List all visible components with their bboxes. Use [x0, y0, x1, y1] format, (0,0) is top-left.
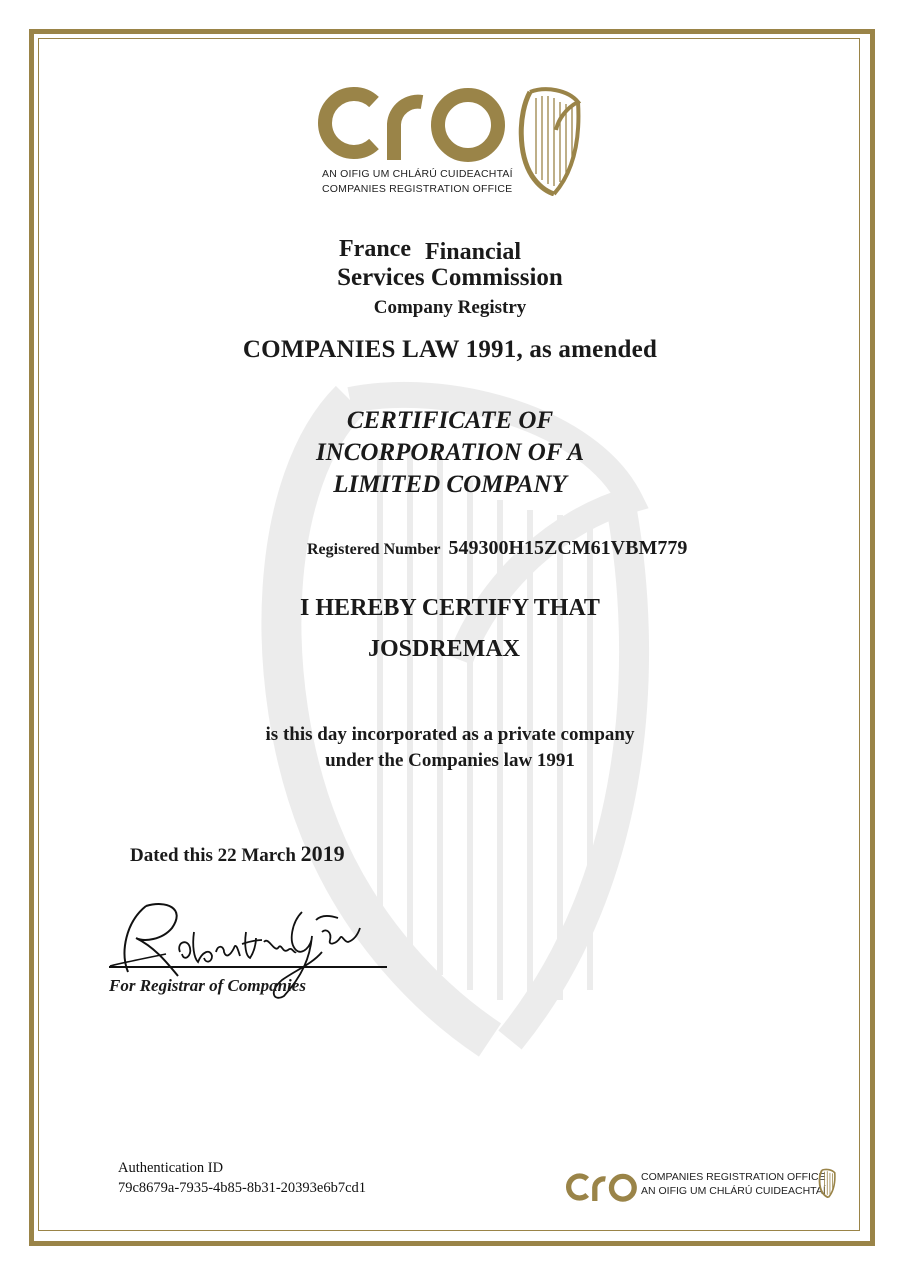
footer-harp-icon	[818, 1168, 836, 1198]
date-year: 2019	[300, 841, 345, 866]
law-title: COMPANIES LAW 1991, as amended	[242, 336, 658, 363]
footer-irish-text: AN OIFIG UM CHLÁRÚ CUIDEACHTAÍ	[641, 1185, 826, 1197]
incorporation-line2: under the Companies law 1991	[325, 750, 575, 771]
certificate-title-line2: INCORPORATION OF A	[315, 439, 585, 466]
registered-number	[307, 537, 687, 560]
date-line	[130, 841, 345, 867]
signature-line	[109, 966, 387, 968]
registered-number-value: 549300H15ZCM61VBM779	[448, 537, 688, 559]
harp-icon	[516, 84, 582, 196]
registered-number-label: Registered Number	[307, 541, 441, 558]
cro-wordmark-logo	[318, 82, 508, 164]
certificate-title	[0, 405, 900, 501]
signature-caption: For Registrar of Companies	[109, 976, 306, 995]
org-word-france: France	[339, 236, 411, 262]
authentication-block	[118, 1158, 366, 1198]
incorporation-line1: is this day incorporated as a private company	[265, 724, 635, 745]
certificate-title-line3: LIMITED COMPANY	[333, 471, 567, 498]
footer-cro-logo	[566, 1166, 846, 1206]
date-prefix: Dated this 22 March	[130, 845, 296, 866]
company-name: JOSDREMAX	[367, 636, 520, 662]
footer-cro-wordmark-logo	[566, 1169, 638, 1205]
logo-irish-text: AN OIFIG UM CHLÁRÚ CUIDEACHTAÍ	[322, 168, 513, 180]
incorporation-statement	[0, 722, 900, 774]
company-registry-label: Company Registry	[373, 297, 527, 318]
certify-statement: I HEREBY CERTIFY THAT	[300, 595, 600, 621]
authentication-label: Authentication ID	[118, 1160, 224, 1176]
org-name-line1	[339, 236, 521, 263]
org-word-financial: Financial	[424, 239, 521, 265]
footer-english-text: COMPANIES REGISTRATION OFFICE	[641, 1171, 826, 1183]
authentication-id: 79c8679a-7935-4b85-8b31-20393e6b7cd1	[118, 1180, 367, 1196]
certificate-title-line1: CERTIFICATE OF	[346, 407, 554, 434]
logo-english-text: COMPANIES REGISTRATION OFFICE	[322, 183, 513, 195]
cro-logo	[318, 82, 588, 202]
org-name-line2: Services Commission	[337, 264, 563, 291]
